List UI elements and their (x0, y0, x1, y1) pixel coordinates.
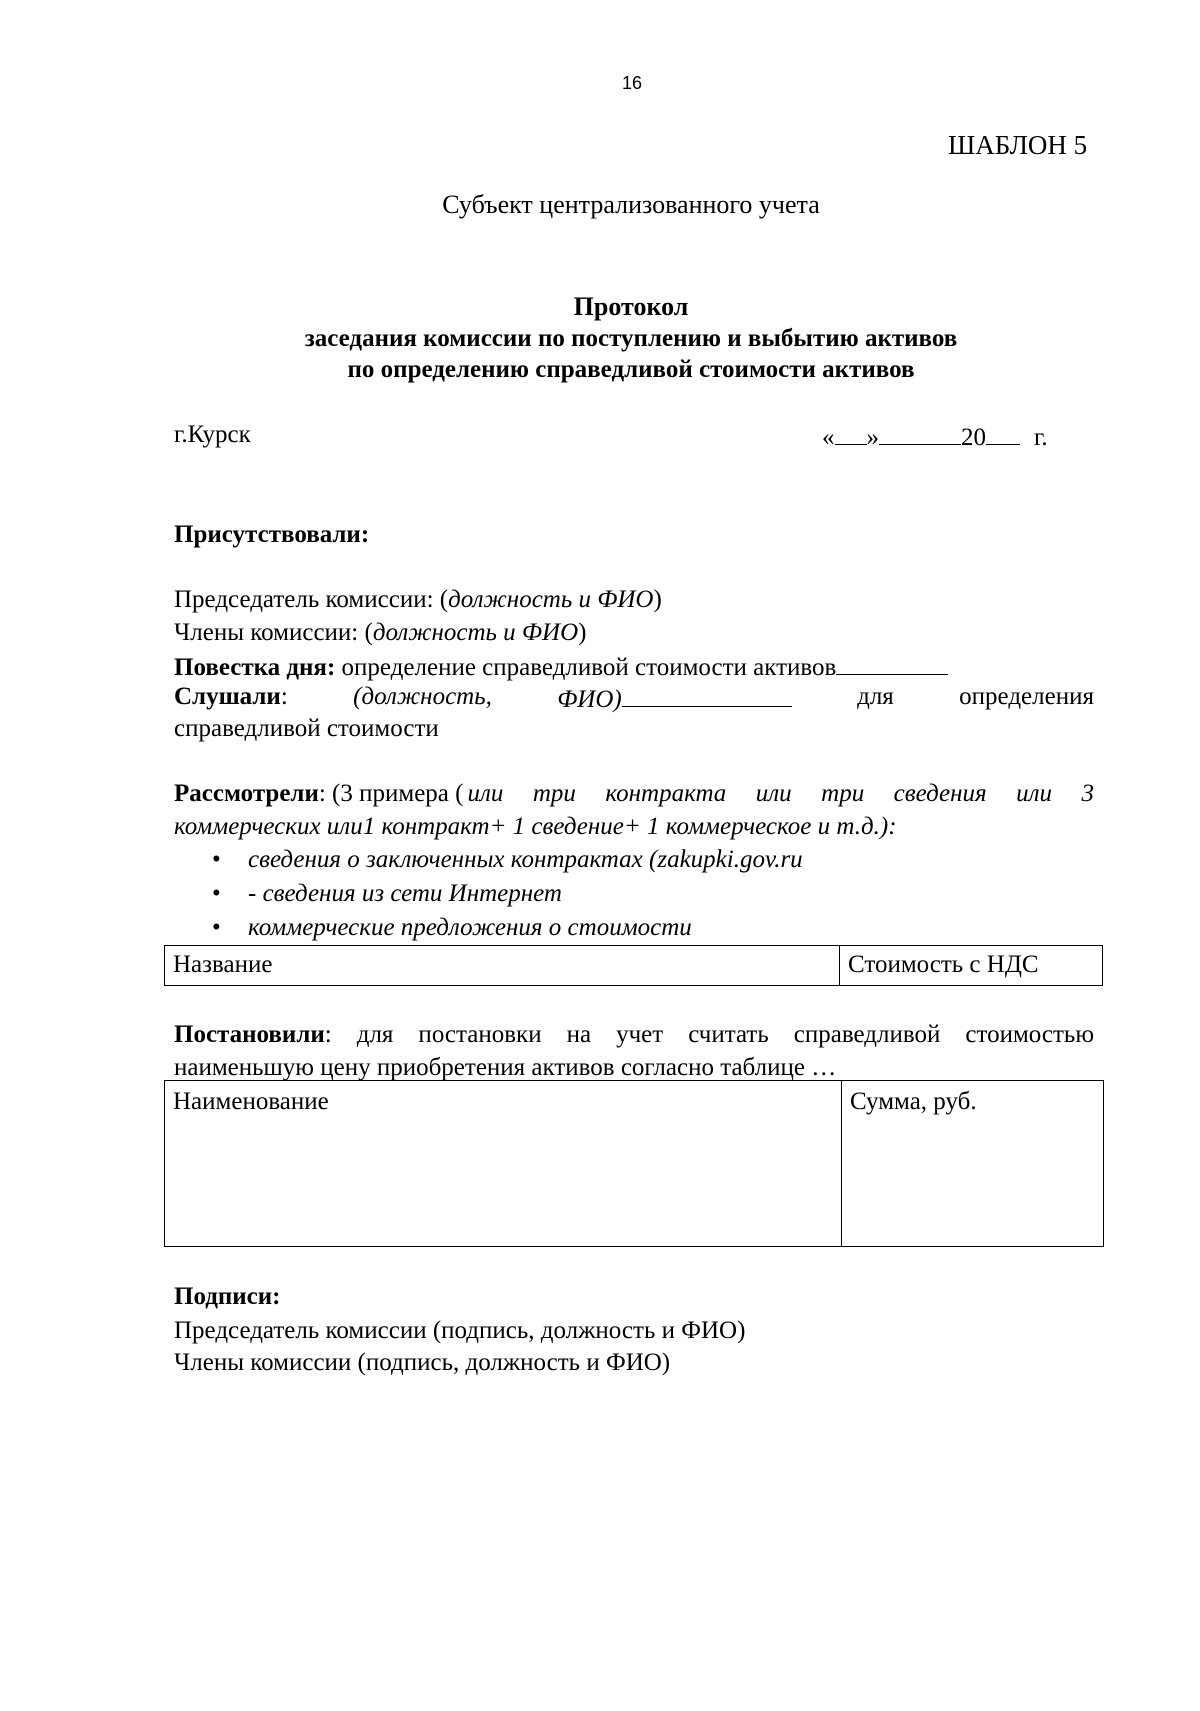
chair-close: ) (653, 586, 662, 613)
members-placeholder: должность и ФИО (372, 619, 579, 646)
table-row (165, 1081, 1104, 1247)
considered-line-1 (174, 781, 1094, 806)
city: г.Курск (174, 421, 251, 448)
considered-lead-text: : (3 примера ( (318, 780, 464, 807)
date-close-quote: » (866, 424, 879, 451)
considered-bullet-3: коммерческие предложения о стоимости (248, 914, 692, 941)
heard-word-determination: определения (959, 683, 1094, 710)
month-blank (879, 422, 961, 445)
signature-members: Члены комиссии (подпись, должность и ФИО) (174, 1349, 671, 1376)
heard-fio-group (557, 684, 792, 712)
bullet-icon: • (212, 880, 221, 907)
table-row (165, 946, 1103, 986)
heard-fio: ФИО) (557, 686, 622, 713)
considered-label: Рассмотрели (174, 780, 319, 807)
bullet-icon: • (212, 846, 221, 873)
heard-line-2: справедливой стоимости (174, 715, 439, 742)
day-blank (835, 422, 867, 445)
date-line (822, 422, 1048, 450)
decided-text: : для постановки на учет считать справедливой стоимостью (324, 1021, 1094, 1048)
col-amount-header: Сумма, руб. (842, 1081, 1104, 1247)
chair-label: Председатель комиссии: ( (174, 586, 449, 613)
decided-line-2: наименьшую цену приобретения активов согласно таблице … (174, 1054, 837, 1081)
considered-bullet-1: сведения о заключенных контрактах (zakupki.gov.ru (248, 846, 803, 873)
bullet-icon: • (212, 914, 221, 941)
subject-line: Субъект централизованного учета (442, 190, 820, 219)
heard-label-group (174, 684, 288, 712)
year-suffix: г. (1034, 424, 1048, 451)
document-subtitle-2: по определению справедливой стоимости активов (347, 356, 915, 383)
heard-label: Слушали (174, 683, 281, 710)
agenda-text: определение справедливой стоимости активов (335, 654, 837, 681)
members-label: Члены комиссии: ( (174, 619, 373, 646)
agenda-blank (836, 652, 948, 675)
signature-chair: Председатель комиссии (подпись, должность и ФИО) (174, 1317, 746, 1344)
decided-label: Постановили (174, 1021, 325, 1048)
col-item-header: Наименование (165, 1081, 842, 1247)
attended-heading: Присутствовали: (174, 521, 370, 548)
signatures-heading: Подписи: (174, 1283, 281, 1310)
fair-value-table (164, 1080, 1104, 1247)
template-label: ШАБЛОН 5 (948, 130, 1088, 160)
heard-blank (622, 684, 792, 707)
decided-line-1 (174, 1022, 1094, 1047)
chair-line (174, 587, 662, 612)
considered-italic-1: или три контракта или три сведения или 3 (467, 780, 1094, 807)
heard-word-for: для (857, 683, 894, 710)
col-name-header: Название (165, 946, 840, 986)
heard-line (174, 684, 1094, 712)
col-price-vat-header: Стоимость с НДС (840, 946, 1103, 986)
considered-bullet-2: - сведения из сети Интернет (248, 880, 562, 907)
heard-colon: : (280, 683, 288, 710)
considered-line-2: коммерческих или1 контракт+ 1 сведение+ 1 коммерческое и т.д.): (174, 813, 897, 840)
agenda-line (174, 652, 948, 680)
date-open-quote: « (822, 424, 835, 451)
heard-position: (должность, (353, 683, 492, 710)
year-blank (986, 422, 1020, 445)
year-prefix: 20 (961, 424, 986, 451)
document-title: Протокол (573, 292, 689, 321)
chair-placeholder: должность и ФИО (448, 586, 654, 613)
members-close: ) (578, 619, 587, 646)
decided-label-group (174, 1022, 325, 1047)
page-number: 16 (622, 73, 643, 93)
document-subtitle-1: заседания комиссии по поступлению и выбытию активов (304, 325, 958, 352)
agenda-label: Повестка дня: (174, 654, 336, 681)
price-sources-table (164, 945, 1103, 986)
members-line (174, 620, 586, 645)
considered-lead (174, 781, 463, 806)
